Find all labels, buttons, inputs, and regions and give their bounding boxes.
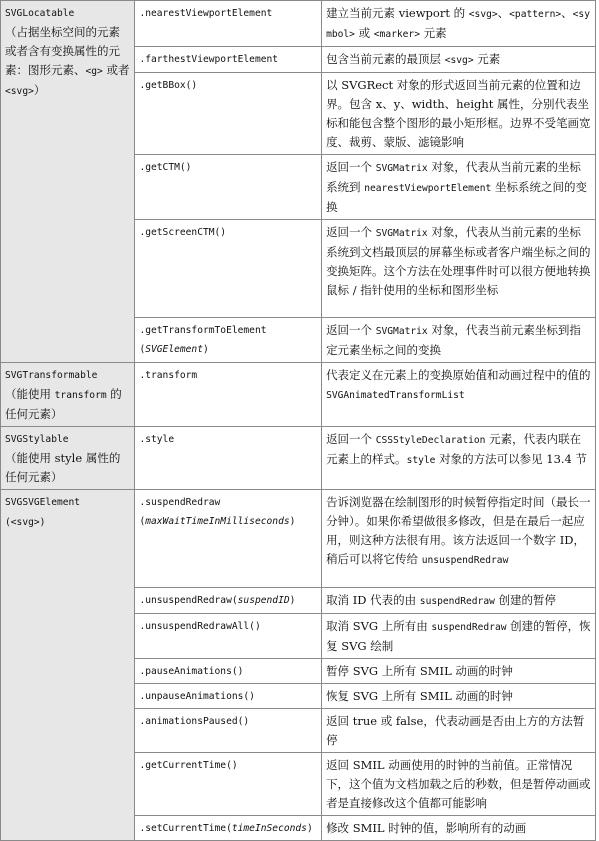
- member-cell: .farthestViewportElement: [135, 47, 322, 73]
- description-cell: 返回一个 CSSStyleDeclaration 元素，代表内联在元素上的样式。style 对象的方法可以参见 13.4 节: [322, 427, 596, 490]
- description-cell: 建立当前元素 viewport 的 <svg>、<pattern>、<symbol> 或 <marker> 元素: [322, 1, 596, 47]
- description-cell: 以 SVGRect 对象的形式返回当前元素的位置和边界。包含 x、y、width、height 属性，分别代表坐标和能包含整个图形的最小矩形框。边界不受笔画宽度、裁剪、蒙版、滤镜影响: [322, 73, 596, 155]
- description-cell: 取消 SVG 上所有由 suspendRedraw 创建的暂停，恢复 SVG 绘制: [322, 614, 596, 659]
- description-cell: 返回 true 或 false，代表动画是否由上方的方法暂停: [322, 709, 596, 753]
- interface-name: SVGSVGElement: [5, 497, 81, 508]
- member-cell: .getCTM(): [135, 155, 322, 220]
- description-cell: 暂停 SVG 上所有 SMIL 动画的时钟: [322, 659, 596, 684]
- interface-cell-svgtransformable: [1, 363, 135, 427]
- interface-description: （占据坐标空间的元素或者含有变换属性的元素：图形元素、<g> 或者 <svg>）: [5, 25, 130, 97]
- member-cell: .transform: [135, 363, 322, 427]
- member-cell: .getTransformToElement (SVGElement): [135, 318, 322, 363]
- member-cell: .unsuspendRedrawAll(): [135, 614, 322, 659]
- description-cell: 返回一个 SVGMatrix 对象，代表从当前元素的坐标系统到文档最顶层的屏幕坐标或者客户端坐标之间的变换矩阵。这个方法在处理事件时可以很方便地转换鼠标 / 指针使用的坐标和图形坐标: [322, 220, 596, 318]
- table-row: [1, 1, 596, 47]
- description-cell: 恢复 SVG 上所有 SMIL 动画的时钟: [322, 684, 596, 709]
- member-cell: .nearestViewportElement: [135, 1, 322, 47]
- table-row: [1, 427, 596, 490]
- interface-description: （能使用 transform 的任何元素）: [5, 387, 122, 421]
- interface-name: SVGLocatable: [5, 8, 75, 19]
- description-cell: 返回一个 SVGMatrix 对象，代表当前元素坐标到指定元素坐标之间的变换: [322, 318, 596, 363]
- member-cell: .getBBox(): [135, 73, 322, 155]
- member-cell: .style: [135, 427, 322, 490]
- member-cell: .getCurrentTime(): [135, 753, 322, 816]
- member-cell: .setCurrentTime(timeInSeconds): [135, 816, 322, 841]
- interface-cell-svgstylable: [1, 427, 135, 490]
- description-cell: 返回 SMIL 动画使用的时钟的当前值。正常情况下，这个值为文档加载之后的秒数，但是暂停动画或者是直接修改这个值都可能影响: [322, 753, 596, 816]
- description-cell: 修改 SMIL 时钟的值，影响所有的动画: [322, 816, 596, 841]
- interface-cell-svgsvgelement: [1, 490, 135, 841]
- member-cell: .suspendRedraw (maxWaitTimeInMilliseconds): [135, 490, 322, 588]
- member-cell: .getScreenCTM(): [135, 220, 322, 318]
- description-cell: 代表定义在元素上的变换原始值和动画过程中的值的 SVGAnimatedTransformList: [322, 363, 596, 427]
- description-cell: 返回一个 SVGMatrix 对象，代表从当前元素的坐标系统到 nearestViewportElement 坐标系统之间的变换: [322, 155, 596, 220]
- member-cell: .unpauseAnimations(): [135, 684, 322, 709]
- member-cell: .pauseAnimations(): [135, 659, 322, 684]
- member-cell: .animationsPaused(): [135, 709, 322, 753]
- interface-cell-svglocatable: [1, 1, 135, 363]
- interface-name: SVGStylable: [5, 434, 69, 445]
- table-row: [1, 490, 596, 588]
- description-cell: 告诉浏览器在绘制图形的时候暂停指定时间（最长一分钟）。如果你希望做很多修改，但是在最后一起应用，则这种方法很有用。该方法返回一个数字 ID，稍后可以将它传给 unsuspendRedraw: [322, 490, 596, 588]
- description-cell: 取消 ID 代表的由 suspendRedraw 创建的暂停: [322, 588, 596, 614]
- interface-description: （能使用 style 属性的任何元素）: [5, 451, 121, 484]
- interface-name: SVGTransformable: [5, 370, 98, 381]
- member-cell: .unsuspendRedraw(suspendID): [135, 588, 322, 614]
- interface-description: (<svg>): [5, 517, 46, 528]
- table-row: [1, 363, 596, 427]
- description-cell: 包含当前元素的最顶层 <svg> 元素: [322, 47, 596, 73]
